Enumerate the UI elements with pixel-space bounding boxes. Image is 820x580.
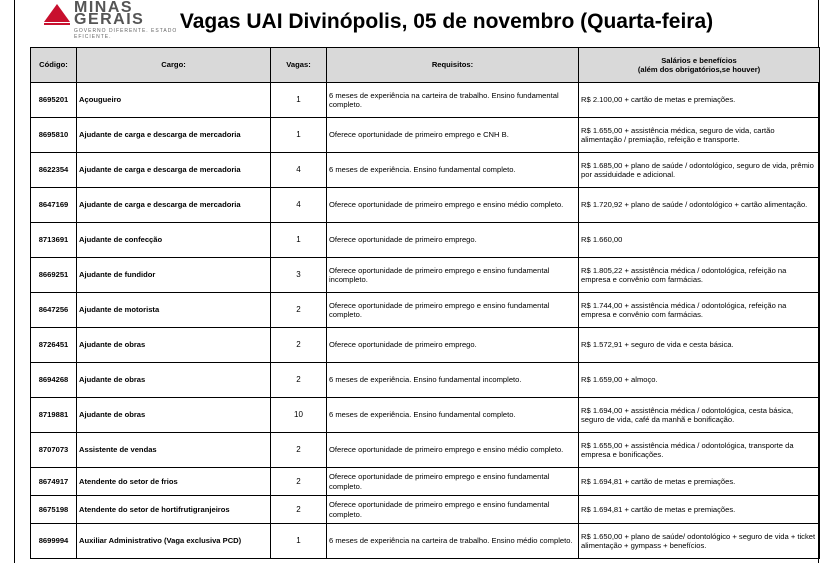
job-salary-benefits: R$ 1.572,91 + seguro de vida e cesta básica. [579,328,820,363]
job-openings: 1 [271,223,327,258]
column-header-salarios [579,48,820,83]
column-header-requisitos: Requisitos: [327,48,579,83]
job-requirements: Oferece oportunidade de primeiro emprego e ensino fundamental completo. [327,293,579,328]
job-openings: 3 [271,258,327,293]
job-title: Ajudante de obras [77,328,271,363]
job-requirements: 6 meses de experiência na carteira de trabalho. Ensino fundamental completo. [327,83,579,118]
job-title: Auxiliar Administrativo (Vaga exclusiva PCD) [77,524,271,559]
job-title: Ajudante de carga e descarga de mercadoria [77,118,271,153]
column-header-codigo: Código: [31,48,77,83]
table-row [15,468,820,496]
table-row [15,328,820,363]
table-row [15,153,820,188]
row-spacer [15,496,31,524]
table-row [15,118,820,153]
job-salary-benefits: R$ 2.100,00 + cartão de metas e premiações. [579,83,820,118]
job-salary-benefits: R$ 1.655,00 + assistência médica, seguro de vida, cartão alimentação / premiação, refeição e transporte. [579,118,820,153]
row-spacer [15,433,31,468]
job-title: Atendente do setor de hortifrutigranjeiros [77,496,271,524]
table-row [15,496,820,524]
table-row [15,363,820,398]
job-openings: 1 [271,524,327,559]
job-openings: 2 [271,363,327,398]
salarios-header-line2: (além dos obrigatórios,se houver) [637,65,761,74]
job-requirements: 6 meses de experiência. Ensino fundamental completo. [327,153,579,188]
job-requirements: 6 meses de experiência. Ensino fundamental completo. [327,398,579,433]
page-header [14,0,819,46]
row-spacer [15,188,31,223]
job-salary-benefits: R$ 1.685,00 + plano de saúde / odontológico, seguro de vida, prêmio por assiduidade e adicional. [579,153,820,188]
row-spacer [15,468,31,496]
job-salary-benefits: R$ 1.694,81 + cartão de metas e premiações. [579,496,820,524]
row-spacer [15,398,31,433]
table-row [15,258,820,293]
job-openings: 10 [271,398,327,433]
job-salary-benefits: R$ 1.805,22 + assistência médica / odontológica, refeição na empresa e convênio com farmácias. [579,258,820,293]
job-title: Açougueiro [77,83,271,118]
table-row [15,83,820,118]
row-spacer [15,118,31,153]
job-openings: 1 [271,83,327,118]
table-header-row [15,48,820,83]
row-spacer [15,293,31,328]
job-salary-benefits: R$ 1.659,00 + almoço. [579,363,820,398]
jobs-table [14,47,820,559]
job-code: 8675198 [31,496,77,524]
job-requirements: 6 meses de experiência na carteira de trabalho. Ensino médio completo. [327,524,579,559]
job-salary-benefits: R$ 1.720,92 + plano de saúde / odontológico + cartão alimentação. [579,188,820,223]
job-title: Ajudante de obras [77,398,271,433]
job-salary-benefits: R$ 1.660,00 [579,223,820,258]
job-code: 8719881 [31,398,77,433]
job-code: 8726451 [31,328,77,363]
job-salary-benefits: R$ 1.694,81 + cartão de metas e premiações. [579,468,820,496]
row-spacer [15,524,31,559]
logo-name: MINAS GERAIS [74,0,145,28]
job-requirements: Oferece oportunidade de primeiro emprego. [327,223,579,258]
job-title: Ajudante de carga e descarga de mercadoria [77,153,271,188]
job-openings: 2 [271,496,327,524]
table-row [15,293,820,328]
job-salary-benefits: R$ 1.650,00 + plano de saúde/ odontológico + seguro de vida + ticket alimentação + gympass + benefícios. [579,524,820,559]
row-spacer [15,83,31,118]
job-openings: 2 [271,433,327,468]
row-spacer [15,223,31,258]
column-header-cargo: Cargo: [77,48,271,83]
job-requirements: Oferece oportunidade de primeiro emprego. [327,328,579,363]
job-openings: 2 [271,328,327,363]
job-code: 8699994 [31,524,77,559]
salarios-header-line1: Salários e benefícios [661,55,737,65]
column-header-vagas: Vagas: [271,48,327,83]
job-code: 8707073 [31,433,77,468]
job-requirements: Oferece oportunidade de primeiro emprego e ensino fundamental completo. [327,496,579,524]
job-salary-benefits: R$ 1.744,00 + assistência médica / odontológica, refeição na empresa e convênio com farmácias. [579,293,820,328]
job-openings: 4 [271,188,327,223]
row-spacer [15,153,31,188]
job-title: Ajudante de carga e descarga de mercadoria [77,188,271,223]
job-requirements: Oferece oportunidade de primeiro emprego e ensino fundamental completo. [327,468,579,496]
job-requirements: Oferece oportunidade de primeiro emprego e ensino fundamental incompleto. [327,258,579,293]
job-code: 8674917 [31,468,77,496]
job-requirements: Oferece oportunidade de primeiro emprego e CNH B. [327,118,579,153]
job-code: 8647256 [31,293,77,328]
page-title: Vagas UAI Divinópolis, 05 de novembro (Quarta-feira) [179,10,714,33]
job-openings: 2 [271,468,327,496]
row-spacer [15,363,31,398]
table-row [15,223,820,258]
job-title: Ajudante de motorista [77,293,271,328]
job-title: Assistente de vendas [77,433,271,468]
job-code: 8647169 [31,188,77,223]
job-openings: 1 [271,118,327,153]
job-salary-benefits: R$ 1.694,00 + assistência médica / odontológica, cesta básica, seguro de vida, café da manhã e bonificação. [579,398,820,433]
job-title: Ajudante de obras [77,363,271,398]
job-title: Ajudante de fundidor [77,258,271,293]
job-title: Atendente do setor de frios [77,468,271,496]
job-openings: 4 [271,153,327,188]
job-code: 8669251 [31,258,77,293]
job-code: 8694268 [31,363,77,398]
table-row [15,398,820,433]
job-salary-benefits: R$ 1.655,00 + assistência médica / odontológica, transporte da empresa e bonificações. [579,433,820,468]
row-spacer [15,328,31,363]
job-code: 8695810 [31,118,77,153]
job-requirements: 6 meses de experiência. Ensino fundamental incompleto. [327,363,579,398]
table-row [15,524,820,559]
header-spacer [15,48,31,83]
table-row [15,433,820,468]
job-code: 8622354 [31,153,77,188]
job-requirements: Oferece oportunidade de primeiro emprego e ensino médio completo. [327,188,579,223]
job-openings: 2 [271,293,327,328]
logo-tagline: GOVERNO DIFERENTE. ESTADO EFICIENTE. [74,28,178,40]
table-row [15,188,820,223]
job-code: 8695201 [31,83,77,118]
job-requirements: Oferece oportunidade de primeiro emprego e ensino médio completo. [327,433,579,468]
job-code: 8713691 [31,223,77,258]
row-spacer [15,258,31,293]
job-title: Ajudante de confecção [77,223,271,258]
